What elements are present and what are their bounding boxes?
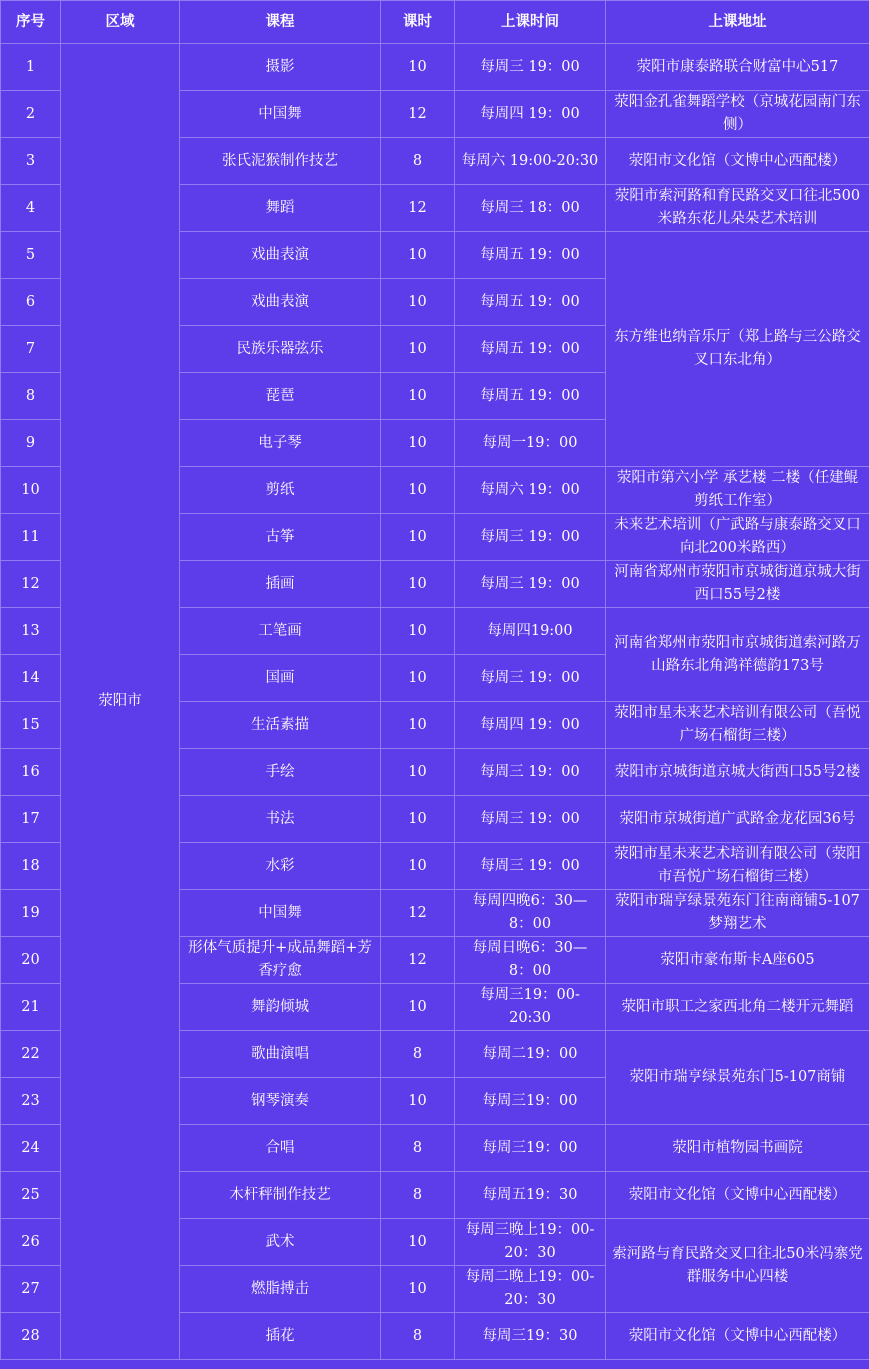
- row-no: 15: [1, 702, 61, 749]
- row-no: 6: [1, 279, 61, 326]
- row-time: 每周三 19：00: [455, 561, 606, 608]
- row-course: 中国舞: [180, 890, 381, 937]
- row-address: 荥阳金孔雀舞蹈学校（京城花园南门东侧）: [606, 91, 869, 138]
- row-address: 河南省郑州市荥阳市京城街道京城大街西口55号2楼: [606, 561, 869, 608]
- row-address: 荥阳市康泰路联合财富中心517: [606, 44, 869, 91]
- row-hours: 12: [381, 185, 455, 232]
- row-time: 每周四晚6：30—8：00: [455, 890, 606, 937]
- row-no: 21: [1, 984, 61, 1031]
- row-hours: 10: [381, 1219, 455, 1266]
- row-time: 每周五19：30: [455, 1172, 606, 1219]
- row-course: 钢琴演奏: [180, 1078, 381, 1125]
- row-time: 每周四 19：00: [455, 91, 606, 138]
- row-address: 荥阳市豪布斯卡A座605: [606, 937, 869, 984]
- row-time: 每周四 19：00: [455, 702, 606, 749]
- table-header: [1, 1, 869, 44]
- row-course: 琵琶: [180, 373, 381, 420]
- row-time: 每周三 19：00: [455, 843, 606, 890]
- header-area: 区域: [61, 1, 180, 44]
- row-course: 国画: [180, 655, 381, 702]
- row-no: 28: [1, 1313, 61, 1360]
- row-course: 戏曲表演: [180, 279, 381, 326]
- row-address: 东方维也纳音乐厅（郑上路与三公路交叉口东北角）: [606, 232, 869, 467]
- row-course: 生活素描: [180, 702, 381, 749]
- row-hours: 10: [381, 655, 455, 702]
- row-course: 舞韵倾城: [180, 984, 381, 1031]
- row-address: 荥阳市瑞亨绿景苑东门往南商铺5-107梦翔艺术: [606, 890, 869, 937]
- row-hours: 10: [381, 702, 455, 749]
- row-no: 1: [1, 44, 61, 91]
- row-time: 每周四19:00: [455, 608, 606, 655]
- row-course: 戏曲表演: [180, 232, 381, 279]
- row-hours: 12: [381, 937, 455, 984]
- row-address: 荥阳市京城街道京城大街西口55号2楼: [606, 749, 869, 796]
- row-course: 民族乐器弦乐: [180, 326, 381, 373]
- row-hours: 10: [381, 843, 455, 890]
- row-hours: 10: [381, 984, 455, 1031]
- row-time: 每周五 19：00: [455, 279, 606, 326]
- row-hours: 10: [381, 749, 455, 796]
- row-hours: 10: [381, 420, 455, 467]
- row-address: 荥阳市植物园书画院: [606, 1125, 869, 1172]
- row-no: 27: [1, 1266, 61, 1313]
- row-no: 4: [1, 185, 61, 232]
- row-hours: 10: [381, 514, 455, 561]
- row-time: 每周三19：00: [455, 1078, 606, 1125]
- row-course: 手绘: [180, 749, 381, 796]
- row-no: 9: [1, 420, 61, 467]
- row-time: 每周日晚6：30—8：00: [455, 937, 606, 984]
- row-course: 电子琴: [180, 420, 381, 467]
- row-time: 每周二晚上19：00-20：30: [455, 1266, 606, 1313]
- row-hours: 10: [381, 561, 455, 608]
- row-time: 每周五 19：00: [455, 232, 606, 279]
- row-no: 19: [1, 890, 61, 937]
- row-hours: 10: [381, 279, 455, 326]
- row-time: 每周三 18：00: [455, 185, 606, 232]
- row-time: 每周三晚上19：00-20：30: [455, 1219, 606, 1266]
- row-time: 每周五 19：00: [455, 326, 606, 373]
- row-time: 每周三 19：00: [455, 655, 606, 702]
- table-row: [1, 44, 869, 91]
- row-no: 25: [1, 1172, 61, 1219]
- area-cell: 荥阳市: [61, 44, 180, 1360]
- row-hours: 8: [381, 138, 455, 185]
- row-hours: 12: [381, 890, 455, 937]
- row-no: 18: [1, 843, 61, 890]
- row-time: 每周三19：00: [455, 1125, 606, 1172]
- row-hours: 8: [381, 1313, 455, 1360]
- row-course: 合唱: [180, 1125, 381, 1172]
- table-body: [1, 44, 869, 1360]
- row-time: 每周六 19:00-20:30: [455, 138, 606, 185]
- row-no: 5: [1, 232, 61, 279]
- row-hours: 12: [381, 91, 455, 138]
- row-no: 3: [1, 138, 61, 185]
- row-course: 古筝: [180, 514, 381, 561]
- row-time: 每周三 19：00: [455, 796, 606, 843]
- row-course: 剪纸: [180, 467, 381, 514]
- row-hours: 10: [381, 467, 455, 514]
- header-row: [1, 1, 869, 44]
- row-no: 16: [1, 749, 61, 796]
- row-course: 中国舞: [180, 91, 381, 138]
- row-address: 荥阳市职工之家西北角二楼开元舞蹈: [606, 984, 869, 1031]
- row-no: 26: [1, 1219, 61, 1266]
- row-course: 书法: [180, 796, 381, 843]
- row-hours: 8: [381, 1172, 455, 1219]
- row-no: 12: [1, 561, 61, 608]
- row-hours: 10: [381, 796, 455, 843]
- row-address: 荥阳市文化馆（文博中心西配楼）: [606, 138, 869, 185]
- row-address: 荥阳市瑞亨绿景苑东门5-107商铺: [606, 1031, 869, 1125]
- row-time: 每周三 19：00: [455, 514, 606, 561]
- row-course: 插花: [180, 1313, 381, 1360]
- row-course: 舞蹈: [180, 185, 381, 232]
- row-address: 未来艺术培训（广武路与康泰路交叉口向北200米路西）: [606, 514, 869, 561]
- row-hours: 10: [381, 1266, 455, 1313]
- row-course: 摄影: [180, 44, 381, 91]
- row-time: 每周三 19：00: [455, 749, 606, 796]
- row-hours: 8: [381, 1031, 455, 1078]
- row-course: 武术: [180, 1219, 381, 1266]
- row-no: 2: [1, 91, 61, 138]
- row-course: 形体气质提升+成品舞蹈+芳香疗愈: [180, 937, 381, 984]
- row-no: 8: [1, 373, 61, 420]
- row-address: 荥阳市文化馆（文博中心西配楼）: [606, 1172, 869, 1219]
- row-course: 插画: [180, 561, 381, 608]
- row-no: 23: [1, 1078, 61, 1125]
- header-address: 上课地址: [606, 1, 869, 44]
- row-hours: 10: [381, 608, 455, 655]
- row-hours: 10: [381, 373, 455, 420]
- row-no: 10: [1, 467, 61, 514]
- header-time: 上课时间: [455, 1, 606, 44]
- header-course: 课程: [180, 1, 381, 44]
- row-time: 每周五 19：00: [455, 373, 606, 420]
- header-no: 序号: [1, 1, 61, 44]
- row-time: 每周三 19：00: [455, 44, 606, 91]
- row-address: 荥阳市索河路和育民路交叉口往北500米路东花儿朵朵艺术培训: [606, 185, 869, 232]
- row-no: 11: [1, 514, 61, 561]
- row-time: 每周三19：00-20:30: [455, 984, 606, 1031]
- row-hours: 10: [381, 1078, 455, 1125]
- row-course: 水彩: [180, 843, 381, 890]
- row-time: 每周六 19：00: [455, 467, 606, 514]
- row-address: 河南省郑州市荥阳市京城街道索河路万山路东北角鸿祥德韵173号: [606, 608, 869, 702]
- row-no: 13: [1, 608, 61, 655]
- row-no: 20: [1, 937, 61, 984]
- row-time: 每周三19：30: [455, 1313, 606, 1360]
- row-address: 荥阳市第六小学 承艺楼 二楼（任建鲲剪纸工作室）: [606, 467, 869, 514]
- row-hours: 8: [381, 1125, 455, 1172]
- row-address: 荥阳市星未来艺术培训有限公司（吾悦广场石榴街三楼）: [606, 702, 869, 749]
- row-course: 木杆秤制作技艺: [180, 1172, 381, 1219]
- row-no: 17: [1, 796, 61, 843]
- row-time: 每周二19：00: [455, 1031, 606, 1078]
- header-hours: 课时: [381, 1, 455, 44]
- row-no: 14: [1, 655, 61, 702]
- row-course: 燃脂搏击: [180, 1266, 381, 1313]
- row-no: 24: [1, 1125, 61, 1172]
- row-course: 张氏泥猴制作技艺: [180, 138, 381, 185]
- row-hours: 10: [381, 44, 455, 91]
- row-address: 荥阳市星未来艺术培训有限公司（荥阳市吾悦广场石榴街三楼）: [606, 843, 869, 890]
- row-course: 工笔画: [180, 608, 381, 655]
- row-address: 荥阳市京城街道广武路金龙花园36号: [606, 796, 869, 843]
- row-no: 22: [1, 1031, 61, 1078]
- row-time: 每周一19：00: [455, 420, 606, 467]
- row-address: 荥阳市文化馆（文博中心西配楼）: [606, 1313, 869, 1360]
- row-hours: 10: [381, 326, 455, 373]
- row-hours: 10: [381, 232, 455, 279]
- row-course: 歌曲演唱: [180, 1031, 381, 1078]
- row-no: 7: [1, 326, 61, 373]
- row-address: 索河路与育民路交叉口往北50米冯寨党群服务中心四楼: [606, 1219, 869, 1313]
